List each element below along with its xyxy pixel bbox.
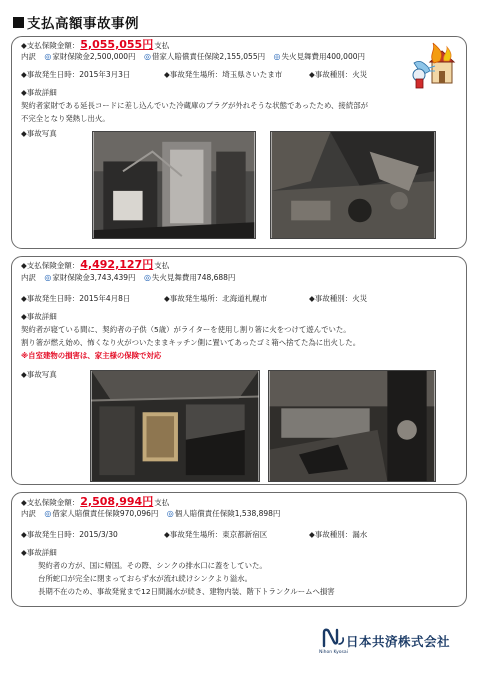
amount-value: 4,492,127円 [80, 258, 154, 271]
details-label: ◆事故詳細 [21, 88, 57, 97]
place-field: ◆事故発生場所：東京都新宿区 [164, 530, 268, 539]
breakdown-label: 内訳 [21, 52, 36, 61]
double-circle-icon: ◎ [166, 509, 174, 518]
accident-photo-4 [268, 370, 436, 482]
breakdown-line [21, 52, 365, 62]
double-circle-icon: ◎ [273, 52, 281, 61]
double-circle-icon: ◎ [44, 273, 52, 282]
details-text: 契約者の方が、国に帰国。その際、シンクの排水口に蓋をしていた。 台所蛇口が完全に閉まっておらず水が流れ続けシンクより溢水。 長期不在のため、事故発覚まで12日間漏水が続き、建物内装、階下トランクルームへ損害 [38, 561, 335, 596]
amount-label: ◆支払保険金額： [21, 498, 80, 507]
title-square-icon [13, 17, 24, 28]
amount-line [21, 40, 169, 51]
amount-label: ◆支払保険金額： [21, 261, 80, 270]
breakdown-label: 内訳 [21, 509, 36, 518]
info-line [21, 294, 367, 304]
date-field: ◆事故発生日時：2015年4月8日 [21, 294, 131, 303]
amount-suffix: 支払 [154, 261, 170, 270]
details-text: 契約者家財である延長コードに差し込んでいた冷蔵庫のプラグが外れそうな状態であったため、接続部が 不完全となり発熱し出火。 [21, 101, 368, 123]
breakdown-item: ◎借家人賠償責任保険2,155,055円 [143, 52, 266, 61]
date-field: ◆事故発生日時：2015/3/30 [21, 530, 118, 539]
company-name-en: Nihon Kyosai [319, 650, 348, 655]
accident-photo-3 [90, 370, 260, 482]
amount-value: 2,508,994円 [80, 495, 154, 508]
accident-photo-2 [270, 131, 436, 239]
photos-label: ◆事故写真 [21, 129, 57, 138]
amount-suffix: 支払 [154, 498, 170, 507]
double-circle-icon: ◎ [44, 509, 52, 518]
breakdown-item: ◎家財保険金3,743,439円 [44, 273, 136, 282]
breakdown-label: 内訳 [21, 273, 36, 282]
double-circle-icon: ◎ [44, 52, 52, 61]
breakdown-line [21, 273, 235, 283]
amount-value: 5,055,055円 [80, 38, 154, 51]
breakdown-item: ◎失火見舞費用748,688円 [143, 273, 236, 282]
note-text: ※自室建物の損害は、家主様の保険で対応 [21, 351, 162, 360]
double-circle-icon: ◎ [143, 52, 151, 61]
details-text: 契約者が寝ている間に、契約者の子供（5歳）がライターを使用し割り箸に火をつけて遊んでいた。 割り箸が燃え始め、怖くなり火がついたままキッチン側に置いてあったゴミ箱へ捨てた為に出火した。 ※自室建物の損害は、家主様の保険で対応 [21, 325, 361, 360]
amount-line [21, 497, 169, 508]
details-label: ◆事故詳細 [21, 312, 57, 321]
type-field: ◆事故種別：漏水 [309, 530, 368, 539]
date-field: ◆事故発生日時：2015年3月3日 [21, 70, 131, 79]
breakdown-item: ◎借家人賠償責任保険970,096円 [44, 509, 159, 518]
case-card-2 [11, 256, 467, 485]
type-field: ◆事故種別：火災 [309, 70, 368, 79]
company-logo [321, 628, 451, 668]
amount-label: ◆支払保険金額： [21, 41, 80, 50]
breakdown-item: ◎失火見舞費用400,000円 [273, 52, 365, 61]
amount-line [21, 260, 169, 271]
type-field: ◆事故種別：火災 [309, 294, 368, 303]
breakdown-line [21, 509, 280, 519]
company-name: 日本共済株式会社 [346, 634, 451, 649]
fire-illustration-icon [410, 41, 458, 89]
page-title-text: 支払高額事故事例 [27, 16, 139, 32]
place-field: ◆事故発生場所：北海道札幌市 [164, 294, 268, 303]
double-circle-icon: ◎ [143, 273, 151, 282]
amount-suffix: 支払 [154, 41, 170, 50]
case-card-3 [11, 492, 467, 607]
company-mark-icon [321, 628, 345, 648]
details-label: ◆事故詳細 [21, 548, 57, 557]
breakdown-item: ◎家財保険金2,500,000円 [44, 52, 136, 61]
breakdown-item: ◎個人賠償責任保険1,538,898円 [166, 509, 281, 518]
accident-photo-1 [92, 131, 256, 239]
page-title [13, 12, 139, 32]
info-line [21, 70, 367, 80]
case-card-1 [11, 36, 467, 249]
place-field: ◆事故発生場所：埼玉県さいたま市 [164, 70, 283, 79]
info-line [21, 530, 367, 540]
photos-label: ◆事故写真 [21, 370, 57, 379]
